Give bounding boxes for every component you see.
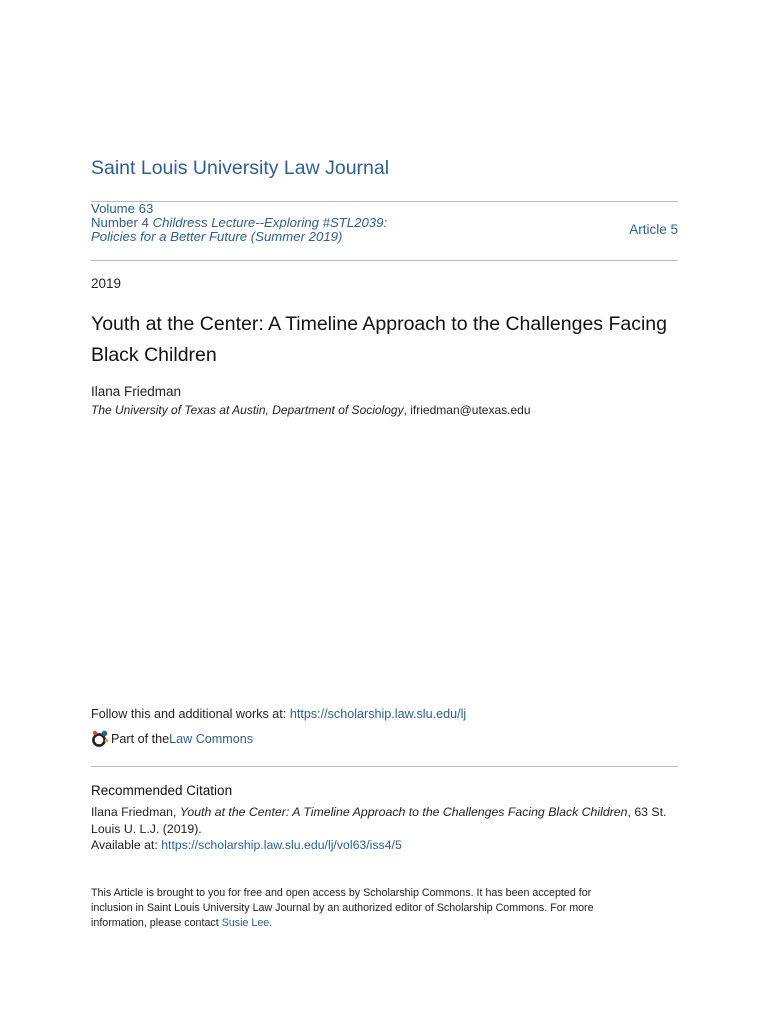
- article-number[interactable]: Article 5: [629, 222, 678, 237]
- available-url-link[interactable]: https://scholarship.law.slu.edu/lj/vol63/iss4/5: [161, 838, 402, 852]
- article-title: Youth at the Center: A Timeline Approach to the Challenges Facing Black Children: [91, 313, 667, 366]
- available-label: Available at:: [91, 838, 162, 852]
- journal-title-link[interactable]: Saint Louis University Law Journal: [91, 157, 390, 179]
- citation-rest: , 63 St. Louis U. L.J. (2019).: [91, 805, 667, 836]
- contact-link[interactable]: Susie Lee: [221, 916, 270, 929]
- volume-info-box: [91, 201, 678, 261]
- part-of-line: [91, 730, 253, 748]
- notice-text: This Article is brought to you for free and open access by Scholarship Commons. It has been accepted for inclusion in Saint Louis University Law Journal by an authorized editor of Scholarship Commons. For more information, please contact: [91, 887, 594, 929]
- citation-author: Ilana Friedman,: [91, 805, 180, 819]
- author-affiliation-line: [91, 403, 531, 417]
- affiliation-separator: ,: [403, 403, 411, 417]
- author-email: ifriedman@utexas.edu: [410, 403, 531, 417]
- publication-year: 2019: [91, 276, 122, 291]
- author-affiliation: The University of Texas at Austin, Department of Sociology: [91, 403, 404, 417]
- law-commons-link[interactable]: Law Commons: [169, 732, 254, 746]
- issue-line[interactable]: [91, 216, 401, 244]
- recommended-citation-heading: Recommended Citation: [91, 783, 233, 798]
- follow-url-link[interactable]: https://scholarship.law.slu.edu/lj: [289, 707, 467, 721]
- citation-text: [91, 804, 678, 854]
- commons-network-icon: [91, 730, 109, 748]
- follow-line: [91, 707, 466, 721]
- citation-title: Youth at the Center: A Timeline Approach to the Challenges Facing Black Children: [179, 805, 628, 819]
- access-notice: [91, 886, 631, 930]
- follow-label: Follow this and additional works at:: [91, 707, 290, 721]
- issue-number[interactable]: Number 4: [91, 215, 149, 230]
- part-of-label: Part of the: [111, 732, 170, 746]
- author-name: Ilana Friedman: [91, 384, 182, 399]
- volume-link[interactable]: Volume 63: [91, 201, 154, 216]
- volume-issue-block: [91, 202, 401, 244]
- issue-title[interactable]: Childress Lecture--Exploring #STL2039: Policies for a Better Future (Summer 2019): [91, 215, 388, 244]
- section-divider: [91, 766, 678, 767]
- notice-end: .: [269, 916, 273, 929]
